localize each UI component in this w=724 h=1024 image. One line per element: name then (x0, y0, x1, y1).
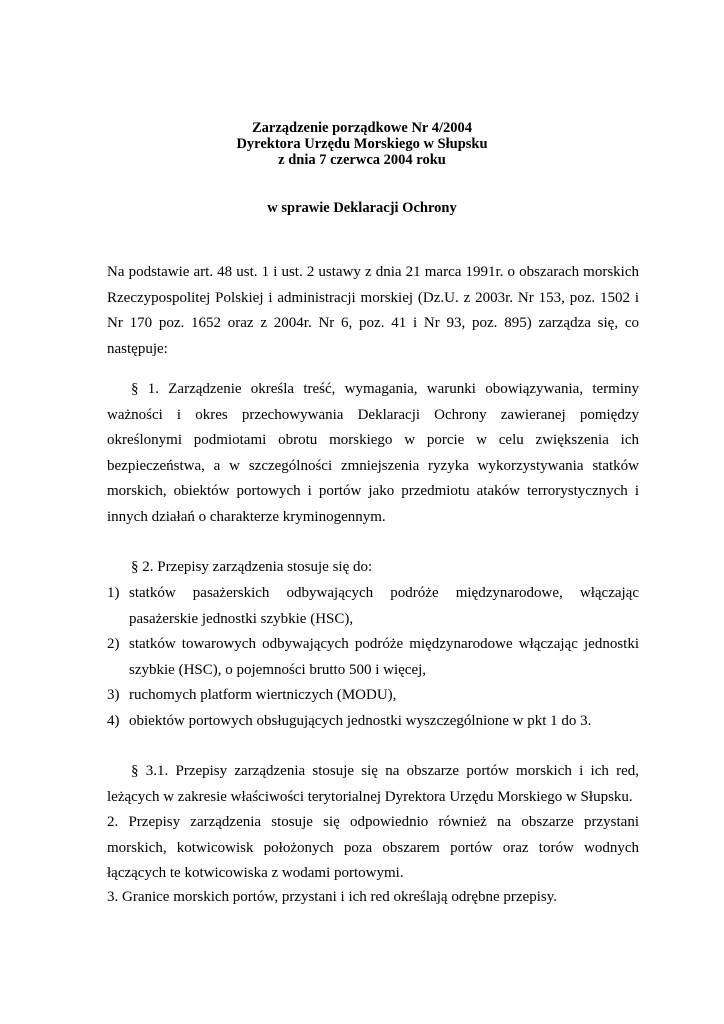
section-1-paragraph: § 1. Zarządzenie określa treść, wymagania, warunki obowiązywania, terminy ważności i okres przechowywania Deklaracji Ochrony zawieranej pomiędzy określonymi podmiotami obrotu morskiego w porcie w celu zwiększenia ich bezpieczeństwa, a w szczególności zmniejszenia ryzyka wykorzystywania statków morskich, obiektów portowych i portów jako przedmiotu ataków terrorystycznych i innych działań o charakterze kryminogennym. (107, 381, 639, 525)
header-issuer: Dyrektora Urzędu Morskiego w Słupsku (236, 136, 488, 152)
list-item-number: 1) (107, 585, 120, 601)
header-title: Zarządzenie porządkowe Nr 4/2004 (251, 120, 473, 136)
document-subject: w sprawie Deklaracji Ochrony (267, 200, 457, 216)
list-item (107, 709, 639, 735)
legal-basis-paragraph: Na podstawie art. 48 ust. 1 i ust. 2 ustawy z dnia 21 marca 1991r. o obszarach morskich Rzeczypospolitej Polskiej i administracji morskiej (Dz.U. z 2003r. Nr 153, poz. 1502 i Nr 170 poz. 1652 oraz z 2004r. Nr 6, poz. 41 i Nr 93, poz. 895) zarządza się, co następuje: (107, 264, 639, 357)
section-3-paragraph-3: 3. Granice morskich portów, przystani i ich red określają odrębne przepisy. (107, 889, 557, 905)
list-item (107, 632, 639, 683)
header-date: z dnia 7 czerwca 2004 roku (278, 152, 446, 168)
list-item-number: 3) (107, 687, 120, 703)
list-item-text: statków pasażerskich odbywających podróże międzynarodowe, włączając pasażerskie jednostki szybkie (HSC), (129, 585, 639, 627)
list-item (107, 581, 639, 632)
list-item-text: obiektów portowych obsługujących jednostki wyszczególnione w pkt 1 do 3. (129, 712, 592, 729)
list-item-text: ruchomych platform wiertniczych (MODU), (129, 687, 397, 703)
document-header (0, 120, 724, 168)
list-item-number: 4) (107, 712, 120, 729)
list-item-text: statków towarowych odbywających podróże międzynarodowe włączając jednostki szybkie (HSC), o pojemności brutto 500 i więcej, (129, 636, 639, 678)
section-3-paragraph-2: 2. Przepisy zarządzenia stosuje się odpowiednio również na obszarze przystani morskich, kotwicowisk położonych poza obszarem portów oraz torów wodnych łączących te kotwicowiska z wodami portowymi. (107, 814, 639, 881)
section-2-list (107, 581, 639, 734)
list-item-number: 2) (107, 636, 120, 652)
section-3-paragraph-1: § 3.1. Przepisy zarządzenia stosuje się na obszarze portów morskich i ich red, leżących w zakresie właściwości terytorialnej Dyrektora Urzędu Morskiego w Słupsku. (107, 763, 639, 805)
section-2-intro: § 2. Przepisy zarządzenia stosuje się do: (131, 559, 373, 575)
list-item (107, 683, 639, 709)
